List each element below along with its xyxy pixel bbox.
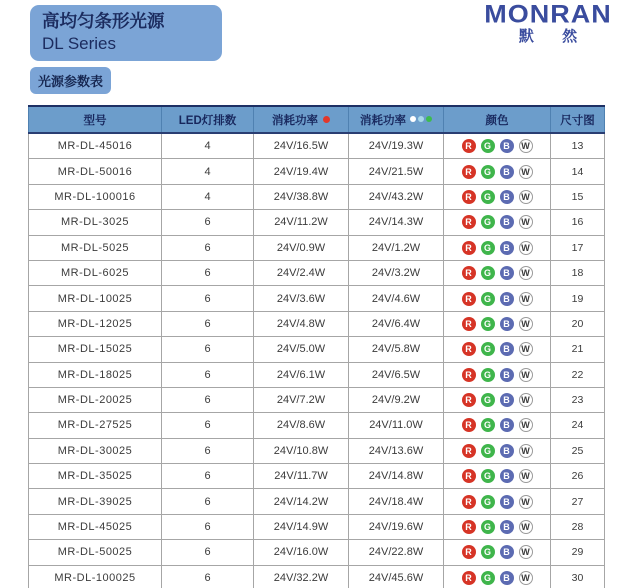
led-rows-cell: 6 bbox=[162, 565, 254, 588]
color-cell bbox=[444, 159, 551, 184]
color-cell bbox=[444, 337, 551, 362]
col-header-power-multi bbox=[349, 106, 444, 133]
g-color-chip-icon: G bbox=[481, 215, 495, 229]
power-red-cell: 24V/0.9W bbox=[254, 235, 349, 260]
g-color-chip-icon: G bbox=[481, 545, 495, 559]
led-rows-cell: 6 bbox=[162, 260, 254, 285]
model-cell: MR-DL-12025 bbox=[29, 311, 162, 336]
dimension-cell: 17 bbox=[551, 235, 605, 260]
dimension-cell: 24 bbox=[551, 413, 605, 438]
r-color-chip-icon: R bbox=[462, 139, 476, 153]
color-chips bbox=[459, 266, 535, 280]
power-red-cell: 24V/3.6W bbox=[254, 286, 349, 311]
table-row bbox=[29, 387, 605, 412]
table-row bbox=[29, 286, 605, 311]
color-chips bbox=[459, 139, 535, 153]
w-color-chip-icon: W bbox=[519, 241, 533, 255]
g-color-chip-icon: G bbox=[481, 444, 495, 458]
r-color-chip-icon: R bbox=[462, 165, 476, 179]
power-multi-cell: 24V/5.8W bbox=[349, 337, 444, 362]
model-cell: MR-DL-18025 bbox=[29, 362, 162, 387]
color-chips bbox=[459, 571, 535, 585]
w-color-chip-icon: W bbox=[519, 571, 533, 585]
b-color-chip-icon: B bbox=[500, 545, 514, 559]
w-color-chip-icon: W bbox=[519, 495, 533, 509]
led-rows-cell: 6 bbox=[162, 286, 254, 311]
table-row bbox=[29, 514, 605, 539]
model-cell: MR-DL-50016 bbox=[29, 159, 162, 184]
b-color-chip-icon: B bbox=[500, 317, 514, 331]
power-red-cell: 24V/6.1W bbox=[254, 362, 349, 387]
dimension-cell: 28 bbox=[551, 514, 605, 539]
b-color-chip-icon: B bbox=[500, 292, 514, 306]
r-color-chip-icon: R bbox=[462, 469, 476, 483]
color-cell bbox=[444, 184, 551, 209]
g-color-chip-icon: G bbox=[481, 292, 495, 306]
b-color-chip-icon: B bbox=[500, 393, 514, 407]
color-cell bbox=[444, 210, 551, 235]
model-cell: MR-DL-15025 bbox=[29, 337, 162, 362]
color-cell bbox=[444, 362, 551, 387]
g-color-chip-icon: G bbox=[481, 368, 495, 382]
power-red-cell: 24V/16.0W bbox=[254, 540, 349, 565]
brand-logo-text: MONRAN bbox=[484, 0, 612, 28]
table-row bbox=[29, 362, 605, 387]
col-header-power-red-label: 消耗功率 bbox=[272, 114, 318, 127]
r-color-chip-icon: R bbox=[462, 571, 476, 585]
col-header-power-multi-label: 消耗功率 bbox=[360, 114, 406, 127]
led-rows-cell: 4 bbox=[162, 184, 254, 209]
color-cell bbox=[444, 387, 551, 412]
table-row bbox=[29, 159, 605, 184]
col-header-color bbox=[444, 106, 551, 133]
power-red-cell: 24V/7.2W bbox=[254, 387, 349, 412]
color-cell bbox=[444, 540, 551, 565]
power-multi-cell: 24V/19.6W bbox=[349, 514, 444, 539]
model-cell: MR-DL-39025 bbox=[29, 489, 162, 514]
color-cell bbox=[444, 565, 551, 588]
w-color-chip-icon: W bbox=[519, 444, 533, 458]
r-color-chip-icon: R bbox=[462, 368, 476, 382]
w-color-chip-icon: W bbox=[519, 342, 533, 356]
col-header-power-red bbox=[254, 106, 349, 133]
r-color-chip-icon: R bbox=[462, 190, 476, 204]
model-cell: MR-DL-30025 bbox=[29, 438, 162, 463]
led-rows-cell: 6 bbox=[162, 337, 254, 362]
dimension-cell: 21 bbox=[551, 337, 605, 362]
w-color-chip-icon: W bbox=[519, 368, 533, 382]
dimension-cell: 29 bbox=[551, 540, 605, 565]
g-color-chip-icon: G bbox=[481, 520, 495, 534]
r-color-chip-icon: R bbox=[462, 317, 476, 331]
brand-logo bbox=[478, 0, 618, 46]
b-color-chip-icon: B bbox=[500, 266, 514, 280]
w-color-chip-icon: W bbox=[519, 139, 533, 153]
b-color-chip-icon: B bbox=[500, 139, 514, 153]
model-cell: MR-DL-100016 bbox=[29, 184, 162, 209]
power-red-cell: 24V/14.9W bbox=[254, 514, 349, 539]
white-dot-icon bbox=[410, 116, 416, 122]
w-color-chip-icon: W bbox=[519, 266, 533, 280]
model-cell: MR-DL-35025 bbox=[29, 464, 162, 489]
b-color-chip-icon: B bbox=[500, 571, 514, 585]
power-multi-cell: 24V/43.2W bbox=[349, 184, 444, 209]
color-chips bbox=[459, 190, 535, 204]
power-multi-cell: 24V/18.4W bbox=[349, 489, 444, 514]
power-red-cell: 24V/2.4W bbox=[254, 260, 349, 285]
dimension-cell: 25 bbox=[551, 438, 605, 463]
r-color-chip-icon: R bbox=[462, 418, 476, 432]
color-cell bbox=[444, 133, 551, 159]
color-cell bbox=[444, 413, 551, 438]
dimension-cell: 20 bbox=[551, 311, 605, 336]
power-multi-cell: 24V/13.6W bbox=[349, 438, 444, 463]
b-color-chip-icon: B bbox=[500, 215, 514, 229]
led-rows-cell: 6 bbox=[162, 235, 254, 260]
power-red-cell: 24V/8.6W bbox=[254, 413, 349, 438]
w-color-chip-icon: W bbox=[519, 190, 533, 204]
dimension-cell: 15 bbox=[551, 184, 605, 209]
led-rows-cell: 6 bbox=[162, 514, 254, 539]
b-color-chip-icon: B bbox=[500, 418, 514, 432]
model-cell: MR-DL-20025 bbox=[29, 387, 162, 412]
w-color-chip-icon: W bbox=[519, 469, 533, 483]
table-row bbox=[29, 235, 605, 260]
w-color-chip-icon: W bbox=[519, 418, 533, 432]
table-header-row bbox=[29, 106, 605, 133]
b-color-chip-icon: B bbox=[500, 190, 514, 204]
g-color-chip-icon: G bbox=[481, 266, 495, 280]
dimension-cell: 14 bbox=[551, 159, 605, 184]
dimension-cell: 19 bbox=[551, 286, 605, 311]
led-rows-cell: 4 bbox=[162, 133, 254, 159]
g-color-chip-icon: G bbox=[481, 393, 495, 407]
g-color-chip-icon: G bbox=[481, 241, 495, 255]
led-rows-cell: 4 bbox=[162, 159, 254, 184]
product-series: DL Series bbox=[42, 34, 117, 53]
r-color-chip-icon: R bbox=[462, 241, 476, 255]
power-multi-cell: 24V/6.5W bbox=[349, 362, 444, 387]
table-row bbox=[29, 489, 605, 514]
w-color-chip-icon: W bbox=[519, 317, 533, 331]
g-color-chip-icon: G bbox=[481, 317, 495, 331]
table-row bbox=[29, 565, 605, 588]
led-rows-cell: 6 bbox=[162, 464, 254, 489]
power-red-cell: 24V/5.0W bbox=[254, 337, 349, 362]
lightblue-dot-icon bbox=[418, 116, 424, 122]
r-color-chip-icon: R bbox=[462, 495, 476, 509]
table-row bbox=[29, 184, 605, 209]
power-multi-cell: 24V/6.4W bbox=[349, 311, 444, 336]
w-color-chip-icon: W bbox=[519, 545, 533, 559]
power-multi-cell: 24V/1.2W bbox=[349, 235, 444, 260]
table-row bbox=[29, 540, 605, 565]
model-cell: MR-DL-3025 bbox=[29, 210, 162, 235]
power-red-cell: 24V/14.2W bbox=[254, 489, 349, 514]
model-cell: MR-DL-5025 bbox=[29, 235, 162, 260]
color-chips bbox=[459, 368, 535, 382]
dimension-cell: 13 bbox=[551, 133, 605, 159]
power-red-cell: 24V/4.8W bbox=[254, 311, 349, 336]
r-color-chip-icon: R bbox=[462, 342, 476, 356]
power-red-cell: 24V/32.2W bbox=[254, 565, 349, 588]
b-color-chip-icon: B bbox=[500, 520, 514, 534]
col-header-led-rows bbox=[162, 106, 254, 133]
color-cell bbox=[444, 438, 551, 463]
power-multi-cell: 24V/22.8W bbox=[349, 540, 444, 565]
color-chips bbox=[459, 317, 535, 331]
color-cell bbox=[444, 286, 551, 311]
dimension-cell: 27 bbox=[551, 489, 605, 514]
product-title-badge bbox=[30, 5, 222, 61]
table-row bbox=[29, 438, 605, 463]
color-chips bbox=[459, 241, 535, 255]
color-cell bbox=[444, 489, 551, 514]
power-multi-cell: 24V/3.2W bbox=[349, 260, 444, 285]
r-color-chip-icon: R bbox=[462, 292, 476, 306]
g-color-chip-icon: G bbox=[481, 495, 495, 509]
w-color-chip-icon: W bbox=[519, 165, 533, 179]
r-color-chip-icon: R bbox=[462, 444, 476, 458]
table-row bbox=[29, 413, 605, 438]
led-rows-cell: 6 bbox=[162, 311, 254, 336]
b-color-chip-icon: B bbox=[500, 342, 514, 356]
table-row bbox=[29, 260, 605, 285]
dimension-cell: 26 bbox=[551, 464, 605, 489]
color-chips bbox=[459, 418, 535, 432]
r-color-chip-icon: R bbox=[462, 520, 476, 534]
power-multi-cell: 24V/45.6W bbox=[349, 565, 444, 588]
dimension-cell: 22 bbox=[551, 362, 605, 387]
g-color-chip-icon: G bbox=[481, 139, 495, 153]
r-color-chip-icon: R bbox=[462, 545, 476, 559]
green-dot-icon bbox=[426, 116, 432, 122]
g-color-chip-icon: G bbox=[481, 342, 495, 356]
power-red-cell: 24V/10.8W bbox=[254, 438, 349, 463]
power-red-cell: 24V/16.5W bbox=[254, 133, 349, 159]
color-chips bbox=[459, 520, 535, 534]
power-red-cell: 24V/11.7W bbox=[254, 464, 349, 489]
w-color-chip-icon: W bbox=[519, 393, 533, 407]
dimension-cell: 23 bbox=[551, 387, 605, 412]
col-header-dimension-label: 尺寸图 bbox=[560, 114, 595, 127]
color-cell bbox=[444, 235, 551, 260]
power-multi-cell: 24V/21.5W bbox=[349, 159, 444, 184]
color-chips bbox=[459, 469, 535, 483]
col-header-dimension bbox=[551, 106, 605, 133]
w-color-chip-icon: W bbox=[519, 520, 533, 534]
color-chips bbox=[459, 165, 535, 179]
table-body bbox=[29, 133, 605, 588]
model-cell: MR-DL-6025 bbox=[29, 260, 162, 285]
dimension-cell: 16 bbox=[551, 210, 605, 235]
b-color-chip-icon: B bbox=[500, 241, 514, 255]
color-chips bbox=[459, 292, 535, 306]
w-color-chip-icon: W bbox=[519, 215, 533, 229]
table-row bbox=[29, 464, 605, 489]
led-rows-cell: 6 bbox=[162, 489, 254, 514]
power-red-cell: 24V/19.4W bbox=[254, 159, 349, 184]
led-rows-cell: 6 bbox=[162, 362, 254, 387]
model-cell: MR-DL-100025 bbox=[29, 565, 162, 588]
power-multi-cell: 24V/19.3W bbox=[349, 133, 444, 159]
col-header-led-rows-label: LED灯排数 bbox=[178, 114, 237, 127]
g-color-chip-icon: G bbox=[481, 418, 495, 432]
g-color-chip-icon: G bbox=[481, 165, 495, 179]
b-color-chip-icon: B bbox=[500, 469, 514, 483]
dimension-cell: 30 bbox=[551, 565, 605, 588]
color-cell bbox=[444, 311, 551, 336]
color-cell bbox=[444, 260, 551, 285]
param-table-badge: 光源参数表 bbox=[30, 67, 111, 94]
color-chips bbox=[459, 215, 535, 229]
brand-logo-chinese: 默 然 bbox=[518, 28, 590, 45]
col-header-color-label: 颜色 bbox=[485, 114, 509, 127]
power-multi-cell: 24V/14.8W bbox=[349, 464, 444, 489]
g-color-chip-icon: G bbox=[481, 571, 495, 585]
led-rows-cell: 6 bbox=[162, 387, 254, 412]
g-color-chip-icon: G bbox=[481, 190, 495, 204]
table-row bbox=[29, 311, 605, 336]
power-multi-cell: 24V/11.0W bbox=[349, 413, 444, 438]
table-row bbox=[29, 133, 605, 159]
power-multi-cell: 24V/9.2W bbox=[349, 387, 444, 412]
model-cell: MR-DL-45025 bbox=[29, 514, 162, 539]
b-color-chip-icon: B bbox=[500, 368, 514, 382]
color-chips bbox=[459, 393, 535, 407]
color-chips bbox=[459, 495, 535, 509]
col-header-model bbox=[29, 106, 162, 133]
product-title-cn: 高均匀条形光源 bbox=[42, 11, 165, 31]
model-cell: MR-DL-45016 bbox=[29, 133, 162, 159]
led-rows-cell: 6 bbox=[162, 210, 254, 235]
r-color-chip-icon: R bbox=[462, 393, 476, 407]
led-rows-cell: 6 bbox=[162, 438, 254, 463]
color-chips bbox=[459, 444, 535, 458]
power-multi-cell: 24V/4.6W bbox=[349, 286, 444, 311]
power-multi-cell: 24V/14.3W bbox=[349, 210, 444, 235]
dimension-cell: 18 bbox=[551, 260, 605, 285]
led-rows-cell: 6 bbox=[162, 540, 254, 565]
r-color-chip-icon: R bbox=[462, 266, 476, 280]
b-color-chip-icon: B bbox=[500, 444, 514, 458]
color-cell bbox=[444, 514, 551, 539]
r-color-chip-icon: R bbox=[462, 215, 476, 229]
spec-table bbox=[28, 105, 604, 588]
b-color-chip-icon: B bbox=[500, 495, 514, 509]
model-cell: MR-DL-10025 bbox=[29, 286, 162, 311]
red-dot-icon bbox=[323, 116, 330, 123]
power-red-cell: 24V/38.8W bbox=[254, 184, 349, 209]
col-header-model-label: 型号 bbox=[83, 114, 107, 127]
b-color-chip-icon: B bbox=[500, 165, 514, 179]
w-color-chip-icon: W bbox=[519, 292, 533, 306]
g-color-chip-icon: G bbox=[481, 469, 495, 483]
color-cell bbox=[444, 464, 551, 489]
table-row bbox=[29, 210, 605, 235]
color-chips bbox=[459, 545, 535, 559]
led-rows-cell: 6 bbox=[162, 413, 254, 438]
power-red-cell: 24V/11.2W bbox=[254, 210, 349, 235]
model-cell: MR-DL-50025 bbox=[29, 540, 162, 565]
model-cell: MR-DL-27525 bbox=[29, 413, 162, 438]
table-row bbox=[29, 337, 605, 362]
color-chips bbox=[459, 342, 535, 356]
